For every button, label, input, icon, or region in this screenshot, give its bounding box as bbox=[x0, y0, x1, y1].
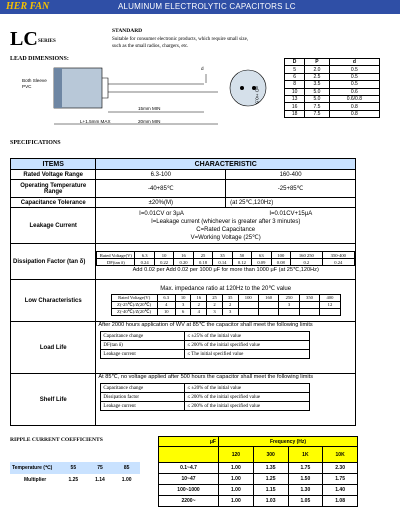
ripple-cell: 1.35 bbox=[253, 463, 288, 474]
shelf-life-title: At 85℃, no voltage applied after 500 hours the capacitor shall meet the following limits bbox=[98, 374, 314, 380]
cap-tol-value: ±20%(M) bbox=[96, 198, 226, 208]
dim-cell: 0.5 bbox=[329, 73, 379, 80]
ripple-mult-label: Multiplier bbox=[24, 477, 47, 483]
series-name: LC bbox=[10, 28, 38, 50]
dim-cell: 2.5 bbox=[305, 73, 330, 80]
low-char-cell: 6.3 bbox=[157, 294, 175, 301]
leakage-label: Leakage Current bbox=[11, 208, 96, 244]
ripple-mult: 1.00 bbox=[121, 477, 132, 483]
dim-col-p: P bbox=[305, 59, 330, 66]
shelf-life-label: Shelf Life bbox=[11, 374, 96, 426]
df-voltage: 160 250 bbox=[291, 252, 323, 259]
ripple-cell: 1.15 bbox=[253, 485, 288, 496]
dim-cell: 5.0 bbox=[305, 95, 330, 102]
dim-cell: 7.5 bbox=[305, 110, 330, 117]
dim-cell: 18 bbox=[285, 110, 305, 117]
dim-l-label: L+1.5mm MAX bbox=[80, 119, 111, 124]
low-char-content bbox=[96, 280, 356, 322]
ripple-cell: 100~1000 bbox=[159, 485, 219, 496]
ripple-cell: 1.50 bbox=[288, 474, 323, 485]
rated-voltage-high: 160-400 bbox=[226, 170, 356, 180]
leakage-high: I=0.01CV+15μA bbox=[269, 210, 313, 217]
ripple-freq-table bbox=[158, 436, 358, 507]
shelf-life-limit: ≤ ±20% of the initial value bbox=[185, 384, 310, 393]
low-char-cell: 16 bbox=[191, 294, 207, 301]
low-char-cell: 250 bbox=[279, 294, 299, 301]
table-row bbox=[285, 110, 380, 117]
load-life-table bbox=[100, 331, 310, 359]
df-label: Dissipation Factor (tan δ) bbox=[11, 244, 96, 280]
table-row bbox=[285, 73, 380, 80]
df-value: 0.18 bbox=[193, 259, 212, 266]
df-voltage: 16 bbox=[174, 252, 193, 259]
table-row bbox=[285, 103, 380, 110]
ripple-cell: 1.30 bbox=[288, 485, 323, 496]
leakage-content bbox=[96, 208, 356, 244]
low-char-title: Max. impedance ratio at 120Hz to the 20℃ value bbox=[160, 285, 292, 292]
low-char-cell: 2 bbox=[207, 301, 223, 308]
series-suffix: SERIES bbox=[38, 39, 56, 44]
df-value: 0.24 bbox=[135, 259, 154, 266]
load-life-item: Leakage current bbox=[101, 350, 185, 359]
low-char-cell: 3 bbox=[175, 301, 191, 308]
dim-col-d: D bbox=[285, 59, 305, 66]
ripple-cell: 1.75 bbox=[288, 463, 323, 474]
df-table bbox=[96, 251, 355, 266]
dim-cell: 7.5 bbox=[305, 103, 330, 110]
table-row bbox=[159, 485, 358, 496]
shelf-life-item: Dissipation factor bbox=[101, 393, 185, 402]
sleeve-note: Both Sleeve PVC bbox=[22, 78, 47, 89]
ripple-temp-table bbox=[10, 462, 140, 486]
df-value-label: DF(tan δ) bbox=[97, 259, 135, 266]
low-char-cell: 12 bbox=[320, 301, 341, 308]
table-row bbox=[285, 81, 380, 88]
shelf-life-item: Leakage current bbox=[101, 402, 185, 411]
low-char-cell: Z(-40℃)/Z(20℃) bbox=[111, 308, 157, 315]
df-voltage: 350-400 bbox=[322, 252, 354, 259]
standard-label: STANDARD bbox=[112, 28, 143, 34]
description-line-2: such as the small radios, chargers, etc. bbox=[112, 44, 189, 49]
ripple-cell: 1.40 bbox=[323, 485, 358, 496]
df-voltage: 100 bbox=[271, 252, 290, 259]
shelf-life-table bbox=[100, 383, 310, 411]
ripple-cell: 1.00 bbox=[219, 474, 254, 485]
df-value: 0.20 bbox=[174, 259, 193, 266]
dim-cell: 0.8 bbox=[329, 103, 379, 110]
df-voltage: 50 bbox=[232, 252, 251, 259]
low-char-cell bbox=[258, 308, 278, 315]
brand-logo: HER FAN bbox=[6, 1, 50, 12]
low-char-cell bbox=[320, 308, 341, 315]
load-life-item: DF(tan δ) bbox=[101, 341, 185, 350]
load-life-limit: ≤ ±25% of the initial value bbox=[185, 332, 310, 341]
load-life-limit: ≤ The initial specified value bbox=[185, 350, 310, 359]
shelf-life-limit: ≤ 200% of the initial specified value bbox=[185, 402, 310, 411]
leakage-line-4: V=Working Voltage (25℃) bbox=[190, 234, 261, 241]
df-voltage-label: Rated Voltage(V) bbox=[97, 252, 135, 259]
df-voltage: 63 bbox=[252, 252, 271, 259]
ripple-cell: 1.00 bbox=[219, 463, 254, 474]
low-char-cell: 2 bbox=[222, 301, 238, 308]
low-char-cell bbox=[238, 301, 258, 308]
lead-dimensions-title: LEAD DIMENSIONS: bbox=[10, 56, 69, 62]
low-char-cell: 3 bbox=[207, 308, 223, 315]
lead-dimension-table bbox=[284, 58, 380, 118]
low-char-cell: 35 bbox=[222, 294, 238, 301]
dim-cell: 10 bbox=[285, 88, 305, 95]
dim-phi-label: φD±0.5 bbox=[254, 86, 260, 104]
table-row bbox=[159, 496, 358, 507]
df-voltage: 25 bbox=[193, 252, 212, 259]
op-temp-high: -25+85℃ bbox=[226, 180, 356, 198]
capacitor-cap bbox=[102, 78, 108, 98]
cap-tol-label: Capacitance Tolerance bbox=[11, 198, 96, 208]
items-header: ITEMS bbox=[11, 159, 96, 170]
low-char-cell bbox=[299, 308, 319, 315]
dim-cell: 0.8 bbox=[329, 110, 379, 117]
dim-d-label: d bbox=[201, 66, 204, 71]
ripple-cell: 1.00 bbox=[219, 496, 254, 507]
dim-lead2-label: 20mm MIN bbox=[138, 119, 161, 124]
dim-cell: 0.5 bbox=[329, 66, 379, 73]
end-view-lead-left bbox=[240, 86, 244, 90]
shelf-life-limit: ≤ 200% of the initial specified value bbox=[185, 393, 310, 402]
table-row bbox=[159, 463, 358, 474]
low-char-cell: 350 bbox=[299, 294, 319, 301]
low-char-cell bbox=[238, 308, 258, 315]
specifications-table bbox=[10, 158, 356, 426]
dim-cell: 0.6 bbox=[329, 88, 379, 95]
low-char-cell: 25 bbox=[207, 294, 223, 301]
shelf-life-content bbox=[96, 374, 356, 426]
dim-cell: 8 bbox=[285, 81, 305, 88]
dim-cell: 0.6/0.8 bbox=[329, 95, 379, 102]
ripple-freq: 10K bbox=[323, 447, 358, 463]
ripple-uf-label: μF bbox=[159, 437, 219, 447]
specifications-title: SPECIFICATIONS bbox=[10, 140, 61, 146]
leakage-low: I=0.01CV or 3μA bbox=[139, 210, 184, 217]
load-life-title: After 2000 hours application of WV at 85℃ the capacitor shall meet the following limits bbox=[98, 322, 313, 328]
ripple-blank bbox=[159, 447, 219, 463]
ripple-cell: 0.1~4.7 bbox=[159, 463, 219, 474]
op-temp-low: -40+85℃ bbox=[96, 180, 226, 198]
low-char-cell: 10 bbox=[157, 308, 175, 315]
low-char-cell bbox=[299, 301, 319, 308]
series-description bbox=[112, 36, 332, 50]
ripple-freq: 1K bbox=[288, 447, 323, 463]
low-char-cell bbox=[258, 301, 278, 308]
end-view-circle bbox=[230, 70, 266, 106]
low-char-cell: 400 bbox=[320, 294, 341, 301]
df-note: Add 0.02 per Add 0.02 per 1000 μF for more than 1000 μF (at 25℃,120Hz) bbox=[132, 267, 319, 273]
ripple-temp: 85 bbox=[123, 465, 130, 471]
load-life-limit: ≤ 200% of the initial specified value bbox=[185, 341, 310, 350]
ripple-cell: 1.08 bbox=[323, 496, 358, 507]
df-value: 0.12 bbox=[232, 259, 251, 266]
df-value: 0.09 bbox=[252, 259, 271, 266]
rated-voltage-low: 6.3-100 bbox=[96, 170, 226, 180]
low-char-cell: 100 bbox=[238, 294, 258, 301]
shelf-life-item: Capacitance change bbox=[101, 384, 185, 393]
ripple-freq: 120 bbox=[219, 447, 254, 463]
df-value: 0.22 bbox=[154, 259, 173, 266]
dim-col-lead: d bbox=[329, 59, 379, 66]
dim-cell: 13 bbox=[285, 95, 305, 102]
dim-cell: 5.0 bbox=[305, 88, 330, 95]
table-row bbox=[285, 88, 380, 95]
load-life-label: Load Life bbox=[11, 322, 96, 374]
load-life-item: Capacitance change bbox=[101, 332, 185, 341]
low-char-cell: Z(-25℃)/Z(20℃) bbox=[111, 301, 157, 308]
op-temp-label: Operating Temperature Range bbox=[11, 180, 96, 198]
low-char-cell: 10 bbox=[175, 294, 191, 301]
df-value: 0.14 bbox=[213, 259, 232, 266]
ripple-temp: 55 bbox=[70, 465, 77, 471]
dim-cell: 2.0 bbox=[305, 66, 330, 73]
low-char-table bbox=[111, 294, 341, 316]
ripple-freq-header: Frequency (Hz) bbox=[219, 437, 358, 447]
ripple-cell: 1.00 bbox=[219, 485, 254, 496]
low-char-cell: 160 bbox=[258, 294, 278, 301]
ripple-cell: 10~47 bbox=[159, 474, 219, 485]
ripple-temp: 75 bbox=[97, 465, 103, 471]
rated-voltage-label: Rated Voltage Range bbox=[11, 170, 96, 180]
ripple-cell: 2200~ bbox=[159, 496, 219, 507]
low-char-cell: Rated Voltage(V) bbox=[111, 294, 157, 301]
dim-cell: 16 bbox=[285, 103, 305, 110]
df-voltage: 35 bbox=[213, 252, 232, 259]
ripple-cell: 1.05 bbox=[288, 496, 323, 507]
dim-lead-label: 15mm MIN bbox=[138, 106, 161, 111]
df-value: 0.24 bbox=[322, 259, 354, 266]
ripple-temp-label: Temperature (℃) bbox=[12, 465, 53, 471]
low-char-cell: 3 bbox=[279, 301, 299, 308]
df-voltage: 6.3 bbox=[135, 252, 154, 259]
page-title: ALUMINUM ELECTROLYTIC CAPACITORS LC bbox=[118, 2, 296, 11]
ripple-mult: 1.25 bbox=[68, 477, 79, 483]
df-content bbox=[96, 244, 356, 280]
ripple-cell: 1.25 bbox=[253, 474, 288, 485]
dim-cell: 5 bbox=[285, 66, 305, 73]
table-row bbox=[285, 95, 380, 102]
ripple-title: RIPPLE CURRENT COEFFICIENTS bbox=[10, 437, 103, 443]
load-life-content bbox=[96, 322, 356, 374]
capacitor-sleeve-stripe bbox=[54, 68, 62, 108]
low-char-cell: 3 bbox=[222, 308, 238, 315]
ripple-cell: 1.75 bbox=[323, 474, 358, 485]
characteristic-header: CHARACTERISTIC bbox=[96, 159, 356, 170]
table-row bbox=[285, 66, 380, 73]
df-voltage: 10 bbox=[154, 252, 173, 259]
low-char-cell: 4 bbox=[157, 301, 175, 308]
low-char-cell: 2 bbox=[191, 301, 207, 308]
dim-cell: 6 bbox=[285, 73, 305, 80]
low-char-cell: 6 bbox=[175, 308, 191, 315]
ripple-mult: 1.14 bbox=[95, 477, 105, 483]
low-char-cell bbox=[279, 308, 299, 315]
description-line-1: Suitable for consumer electronic products, which require small size, bbox=[112, 37, 249, 42]
df-value: 0.08 bbox=[271, 259, 290, 266]
low-char-label: Low Characteristics bbox=[11, 280, 96, 322]
dim-cell: 3.5 bbox=[305, 81, 330, 88]
df-value: 0.2 bbox=[291, 259, 323, 266]
low-char-cell: 4 bbox=[191, 308, 207, 315]
ripple-cell: 1.03 bbox=[253, 496, 288, 507]
ripple-cell: 2.30 bbox=[323, 463, 358, 474]
ripple-freq: 300 bbox=[253, 447, 288, 463]
leakage-line-2: I=Leakage current (whichever is greater after 3 minutes) bbox=[151, 218, 301, 225]
cap-tol-cond: (at 25℃,120Hz) bbox=[226, 198, 356, 208]
table-row bbox=[159, 474, 358, 485]
leakage-line-3: C=Rated Capacitance bbox=[196, 226, 256, 233]
dim-cell: 0.5 bbox=[329, 81, 379, 88]
